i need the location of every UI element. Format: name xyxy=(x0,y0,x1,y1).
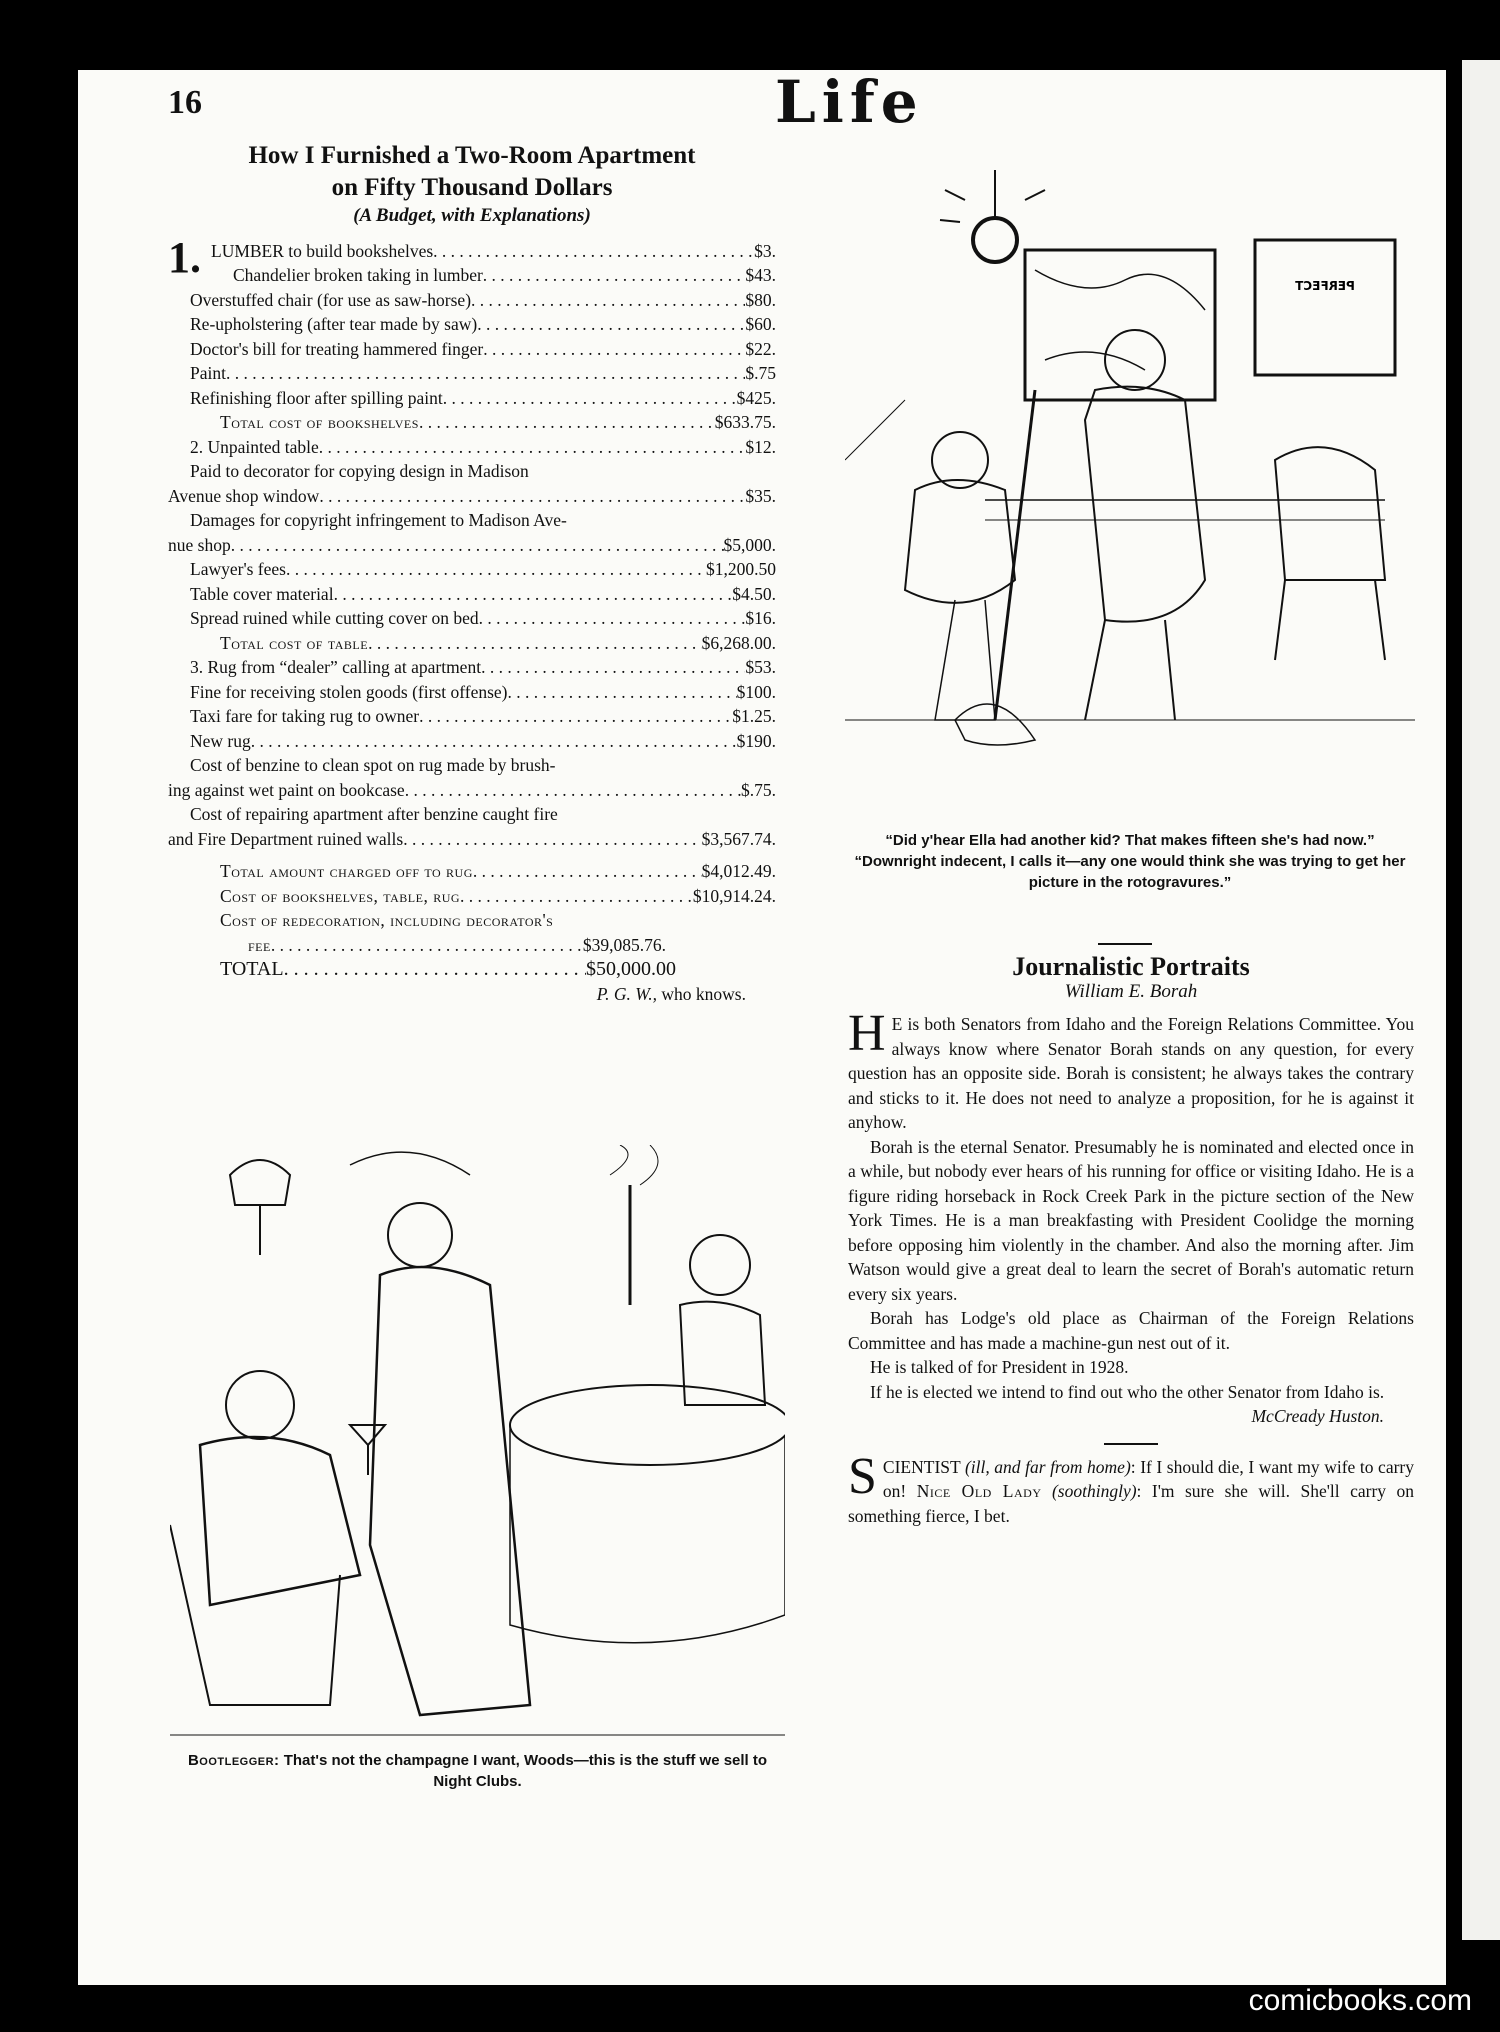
line-amount: $12. xyxy=(745,436,776,457)
line-label: Fine for receiving stolen goods (first offense) xyxy=(190,681,508,702)
budget-line xyxy=(168,312,776,337)
budget-line-wrap: Cost of benzine to clean spot on rug made by brush- xyxy=(190,755,556,775)
summary-amount: $39,085.76. xyxy=(582,934,666,955)
line-amount: $4.50. xyxy=(732,583,776,604)
joke-line-2: : I'm sure she will. She'll carry on something fierce, I bet. xyxy=(848,1481,1415,1526)
mop-handle xyxy=(995,390,1035,720)
budget-line xyxy=(168,386,776,411)
portraits-title: Journalistic Portraits xyxy=(1012,952,1250,981)
budget-line xyxy=(168,778,776,803)
budget-line xyxy=(168,288,776,313)
line-label: New rug xyxy=(190,730,251,751)
section-1 xyxy=(168,232,776,435)
line-amount: $43. xyxy=(745,265,776,285)
wall-picture-frame xyxy=(1025,250,1215,400)
woman-body xyxy=(680,1302,765,1405)
summary-amount: $10,914.24. xyxy=(692,885,776,906)
grand-total xyxy=(168,957,776,982)
budget-line xyxy=(168,557,776,582)
scientist-joke xyxy=(848,1447,1415,1529)
joke-aside-2: (soothingly) xyxy=(1051,1481,1137,1501)
line-label: ing against wet paint on bookcase xyxy=(168,779,405,800)
joke-aside-1: (ill, and far from home) xyxy=(964,1456,1131,1477)
caption-line-2: “Downright indecent, I calls it—any one would think she was trying to get her picture in the rotogravures.” xyxy=(854,853,1406,891)
summary-label: Cost of bookshelves, table, rug xyxy=(220,885,461,906)
masthead: Life xyxy=(775,68,924,136)
wall-sconce xyxy=(230,1160,290,1205)
line-amount: $1,200.50 xyxy=(706,559,776,579)
summary-label: fee xyxy=(248,934,271,955)
budget-line-wrap: Cost of repairing apartment after benzine caught fire xyxy=(190,804,558,824)
portraits-author: McCready Huston. xyxy=(1251,1406,1384,1426)
page-number: 16 xyxy=(168,84,202,121)
budget-line xyxy=(168,827,776,852)
cartoon-cleaning-women xyxy=(845,160,1415,750)
wicker-chair xyxy=(1275,447,1385,580)
title-line-1: How I Furnished a Two-Room Apartment xyxy=(248,142,696,169)
line-label: Taxi fare for taking rug to owner xyxy=(190,706,420,726)
tablecloth xyxy=(510,1425,785,1643)
article-subtitle: (A Budget, with Explanations) xyxy=(353,205,591,226)
line-label: Refinishing floor after spilling paint xyxy=(190,387,443,408)
line-label: Chandelier broken taking in lumber xyxy=(233,265,483,285)
seated-man-body xyxy=(200,1437,360,1605)
cartoon-bootlegger xyxy=(170,1145,785,1745)
budget-line xyxy=(211,263,776,288)
wall-sign-frame xyxy=(1255,240,1395,375)
bottom-cartoon-caption xyxy=(170,1750,785,1792)
budget-line xyxy=(168,337,776,362)
summary-redecoration: Cost of redecoration, including decorator's xyxy=(220,910,554,930)
table-top xyxy=(510,1385,785,1465)
budget-line xyxy=(168,680,776,705)
budget-line xyxy=(168,655,776,680)
line-label: Doctor's bill for treating hammered finger xyxy=(190,338,484,359)
line-label: Avenue shop window xyxy=(168,485,320,506)
line-label: LUMBER to build bookshelves xyxy=(211,240,434,261)
summary-rug xyxy=(168,859,776,884)
paragraph-3: Borah has Lodge's old place as Chairman of the Foreign Relations Committee and has made a machine-gun nest out of it. xyxy=(848,1308,1414,1353)
joke-speaker-2: Nice Old Lady xyxy=(916,1481,1042,1501)
lamp-bulb xyxy=(973,218,1017,262)
line-amount: $80. xyxy=(745,289,776,310)
paragraph-1-text: E is both Senators from Idaho and the Foreign Relations Committee. You always know where Senator Borah stands on any question, for every question has an opposite side. Borah is consistent; he always takes the contrary and sticks to it. He does not need to analyze a proposition, for he is against it anyhow. xyxy=(848,1014,1414,1132)
line-label: and Fire Department ruined walls xyxy=(168,828,404,849)
budget-line xyxy=(168,606,776,631)
signature-rest: who knows. xyxy=(657,983,746,1004)
summary xyxy=(168,859,776,1006)
seated-woman-body xyxy=(905,480,1015,603)
article-signature xyxy=(168,982,776,1007)
waiter-body xyxy=(370,1267,530,1715)
line-amount: $100. xyxy=(736,681,776,702)
line-amount: $60. xyxy=(745,314,776,334)
section-1-items xyxy=(168,232,776,411)
section-2-total xyxy=(168,631,776,656)
divider-rule xyxy=(1104,1443,1158,1445)
budget-line xyxy=(168,361,776,386)
grand-amount: $50,000.00 xyxy=(586,958,676,980)
portraits-byline: William E. Borah xyxy=(1064,980,1198,1002)
budget-line xyxy=(168,704,776,729)
line-amount: $3. xyxy=(754,240,776,261)
watermark: comicbooks.com xyxy=(1248,1984,1472,2017)
paragraph-5: If he is elected we intend to find out who the other Senator from Idaho is. xyxy=(870,1381,1385,1402)
line-label: Table cover material xyxy=(190,583,334,604)
dropcap: H xyxy=(848,1005,886,1062)
line-label: Re-upholstering (after tear made by saw) xyxy=(190,314,478,334)
line-amount: $5,000. xyxy=(723,534,776,555)
line-label: 2. Unpainted table xyxy=(190,436,319,457)
total-amount: $6,268.00. xyxy=(701,632,776,653)
line-amount: $.75. xyxy=(741,779,776,800)
line-amount: $22. xyxy=(745,338,776,359)
line-amount: $1.25. xyxy=(732,706,776,726)
line-amount: $425. xyxy=(736,387,776,408)
top-cartoon-caption xyxy=(845,830,1415,893)
total-label: Total cost of table xyxy=(220,632,369,653)
line-amount: $3,567.74. xyxy=(701,828,776,849)
line-label: 3. Rug from “dealer” calling at apartment xyxy=(190,657,482,677)
joke-speaker-1: CIENTIST xyxy=(882,1456,961,1477)
summary-all xyxy=(168,884,776,909)
title-line-2: on Fifty Thousand Dollars xyxy=(331,174,613,201)
section-2-items xyxy=(168,557,776,631)
caption-text: That's not the champagne I want, Woods—this is the stuff we sell to Night Clubs. xyxy=(279,1752,768,1790)
bucket xyxy=(935,600,995,720)
summary-amount: $4,012.49. xyxy=(701,861,776,881)
joke-dropcap: S xyxy=(848,1447,877,1505)
budget-line xyxy=(168,435,776,460)
cartoon-illustration xyxy=(170,1145,785,1745)
standing-woman-body xyxy=(1085,387,1205,622)
divider-rule xyxy=(1098,943,1152,945)
joke-line-1: : If I should die, I want my wife to carry on! xyxy=(882,1456,1414,1501)
section-1-total xyxy=(168,410,776,435)
budget-line-wrap: Damages for copyright infringement to Madison Ave- xyxy=(190,510,567,530)
section-2 xyxy=(168,435,776,656)
seated-man-head xyxy=(226,1371,294,1439)
paragraph-2: Borah is the eternal Senator. Presumably he is nominated and elected once in a while, but nobody ever hears of his running for office or visiting Idaho. He is a figure riding horseback in Rock Creek Park in the picture section of the New York Times. He is a man breakfasting with President Coolidge the morning before opposing him violently in the chamber. And also the morning after. Jim Watson would give a great deal to learn the secret of Borah's automatic return every six years. xyxy=(848,1136,1414,1304)
article-title xyxy=(168,140,776,204)
line-amount: $16. xyxy=(745,608,776,628)
budget-line xyxy=(168,582,776,607)
waiter-head xyxy=(388,1203,452,1267)
summary-label: Total amount charged off to rug xyxy=(220,861,473,881)
budget-line xyxy=(168,484,776,509)
line-amount: $190. xyxy=(736,730,776,751)
line-label: Lawyer's fees xyxy=(190,559,286,579)
signature-name: P. G. W., xyxy=(596,983,658,1004)
line-label: Paint xyxy=(190,363,226,383)
line-label: Spread ruined while cutting cover on bed xyxy=(190,608,479,628)
section-1-number: 1. xyxy=(168,232,201,282)
paragraph-1 xyxy=(848,1005,1414,1135)
budget-article xyxy=(168,140,776,1006)
budget-line xyxy=(168,533,776,558)
line-label: nue shop xyxy=(168,534,231,555)
line-label: Overstuffed chair (for use as saw-horse) xyxy=(190,289,472,310)
budget-line xyxy=(168,729,776,754)
section-3-items xyxy=(168,655,776,753)
grand-label: TOTAL xyxy=(220,958,284,980)
woman-head xyxy=(690,1235,750,1295)
line-amount: $35. xyxy=(745,485,776,506)
budget-line xyxy=(211,239,776,264)
line-amount: $.75 xyxy=(745,363,776,383)
cartoon-illustration xyxy=(845,160,1415,750)
total-label: Total cost of bookshelves xyxy=(220,412,419,432)
total-amount: $633.75. xyxy=(714,412,776,432)
section-3 xyxy=(168,655,776,851)
champagne-glass xyxy=(350,1425,385,1445)
portraits-article xyxy=(848,952,1415,1528)
summary-fee xyxy=(168,933,776,958)
budget-line-wrap: Paid to decorator for copying design in Madison xyxy=(190,461,529,481)
line-amount: $53. xyxy=(745,657,776,677)
caption-speaker: Bootlegger: xyxy=(187,1752,280,1769)
caption-line-1: “Did y'hear Ella had another kid? That makes fifteen she's had now.” xyxy=(885,832,1375,849)
adjacent-page-edge xyxy=(1462,60,1500,1940)
standing-woman-head xyxy=(1105,330,1165,390)
paragraph-4: He is talked of for President in 1928. xyxy=(870,1357,1129,1377)
mirrored-sign-text: PERFECT xyxy=(1295,279,1355,293)
armchair xyxy=(170,1525,340,1705)
